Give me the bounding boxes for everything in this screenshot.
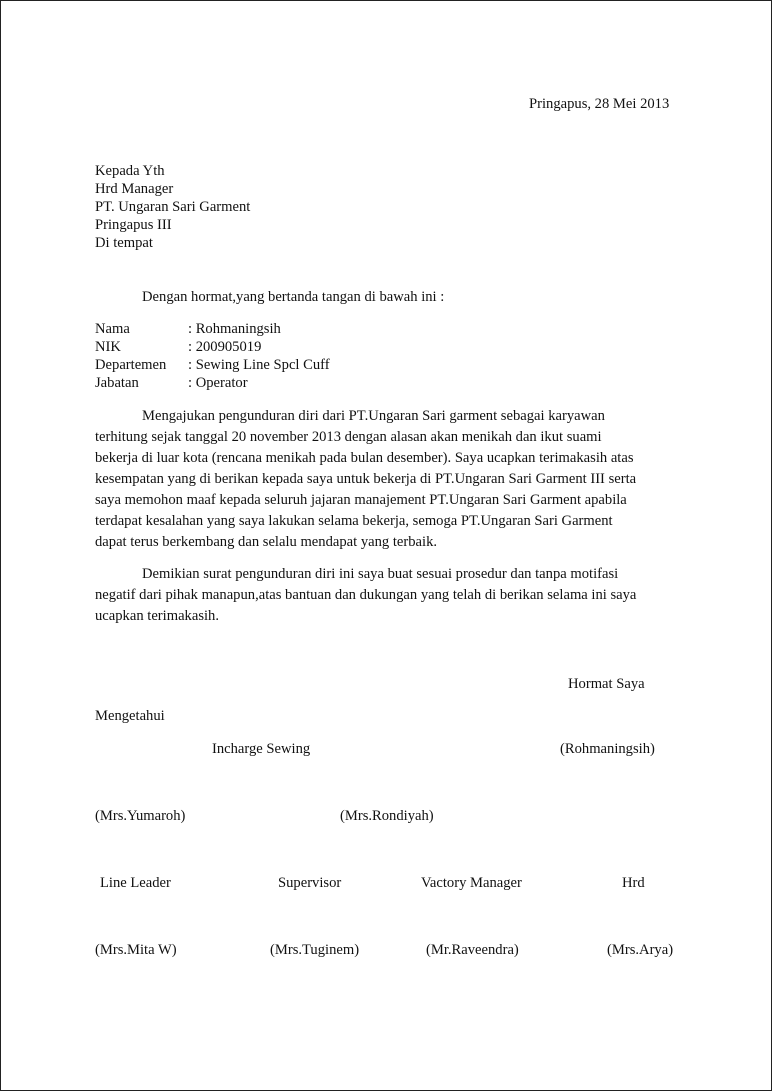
signature-name: (Mrs.Mita W): [95, 942, 177, 958]
paragraph-line: terhitung sejak tanggal 20 november 2013 dengan alasan akan menikah dan ikut suami: [95, 429, 602, 445]
date-line: Pringapus, 28 Mei 2013: [529, 96, 670, 112]
paragraph-line: Demikian surat pengunduran diri ini saya buat sesuai prosedur dan tanpa motifasi: [142, 566, 619, 582]
signatory-title: Hrd: [622, 875, 645, 891]
identity-value: : Rohmaningsih: [188, 321, 281, 337]
paragraph-line: bekerja di luar kota (rencana menikah pada bulan desember). Saya ucapkan terimakasih atas: [95, 450, 634, 466]
paragraph-line: negatif dari pihak manapun,atas bantuan dan dukungan yang telah di berikan selama ini saya: [95, 587, 637, 603]
signatory-title: Supervisor: [278, 875, 342, 891]
signature-name: (Mrs.Tuginem): [270, 942, 360, 958]
paragraph-line: dapat terus berkembang dan selalu mendapat yang terbaik.: [95, 534, 438, 550]
paragraph-line: ucapkan terimakasih.: [95, 608, 219, 624]
identity-value: : 200905019: [188, 339, 262, 355]
acknowledged-label: Mengetahui: [95, 708, 165, 724]
recipient-line: Di tempat: [95, 235, 153, 251]
paragraph-line: saya memohon maaf kepada seluruh jajaran manajement PT.Ungaran Sari Garment apabila: [95, 492, 627, 508]
body-paragraph-2: [95, 564, 685, 627]
signature-name: (Mrs.Rondiyah): [340, 808, 434, 824]
sender-signature-name: (Rohmaningsih): [560, 741, 655, 757]
recipient-line: Pringapus III: [95, 217, 172, 233]
greeting: Dengan hormat,yang bertanda tangan di bawah ini :: [142, 289, 445, 305]
signatory-title: Vactory Manager: [421, 875, 522, 891]
signatory-title: Line Leader: [100, 875, 171, 891]
recipient-line: PT. Ungaran Sari Garment: [95, 199, 251, 215]
recipient-line: Hrd Manager: [95, 181, 174, 197]
identity-label: Departemen: [95, 357, 167, 373]
identity-value: : Sewing Line Spcl Cuff: [188, 357, 330, 373]
signature-name: (Mrs.Arya): [607, 942, 674, 958]
recipient-line: Kepada Yth: [95, 163, 165, 179]
signature-name: (Mrs.Yumaroh): [95, 808, 186, 824]
paragraph-line: terdapat kesalahan yang saya lakukan selama bekerja, semoga PT.Ungaran Sari Garment: [95, 513, 613, 529]
paragraph-line: Mengajukan pengunduran diri dari PT.Ungaran Sari garment sebagai karyawan: [142, 408, 605, 424]
identity-label: Jabatan: [95, 375, 139, 391]
identity-label: NIK: [95, 339, 121, 355]
incharge-title: Incharge Sewing: [212, 741, 311, 757]
body-paragraph-1: [95, 406, 685, 553]
identity-label: Nama: [95, 321, 130, 337]
closing: Hormat Saya: [568, 676, 645, 692]
signature-name: (Mr.Raveendra): [426, 942, 519, 958]
paragraph-line: kesempatan yang di berikan kepada saya untuk bekerja di PT.Ungaran Sari Garment III serta: [95, 471, 637, 487]
identity-value: : Operator: [188, 375, 248, 391]
